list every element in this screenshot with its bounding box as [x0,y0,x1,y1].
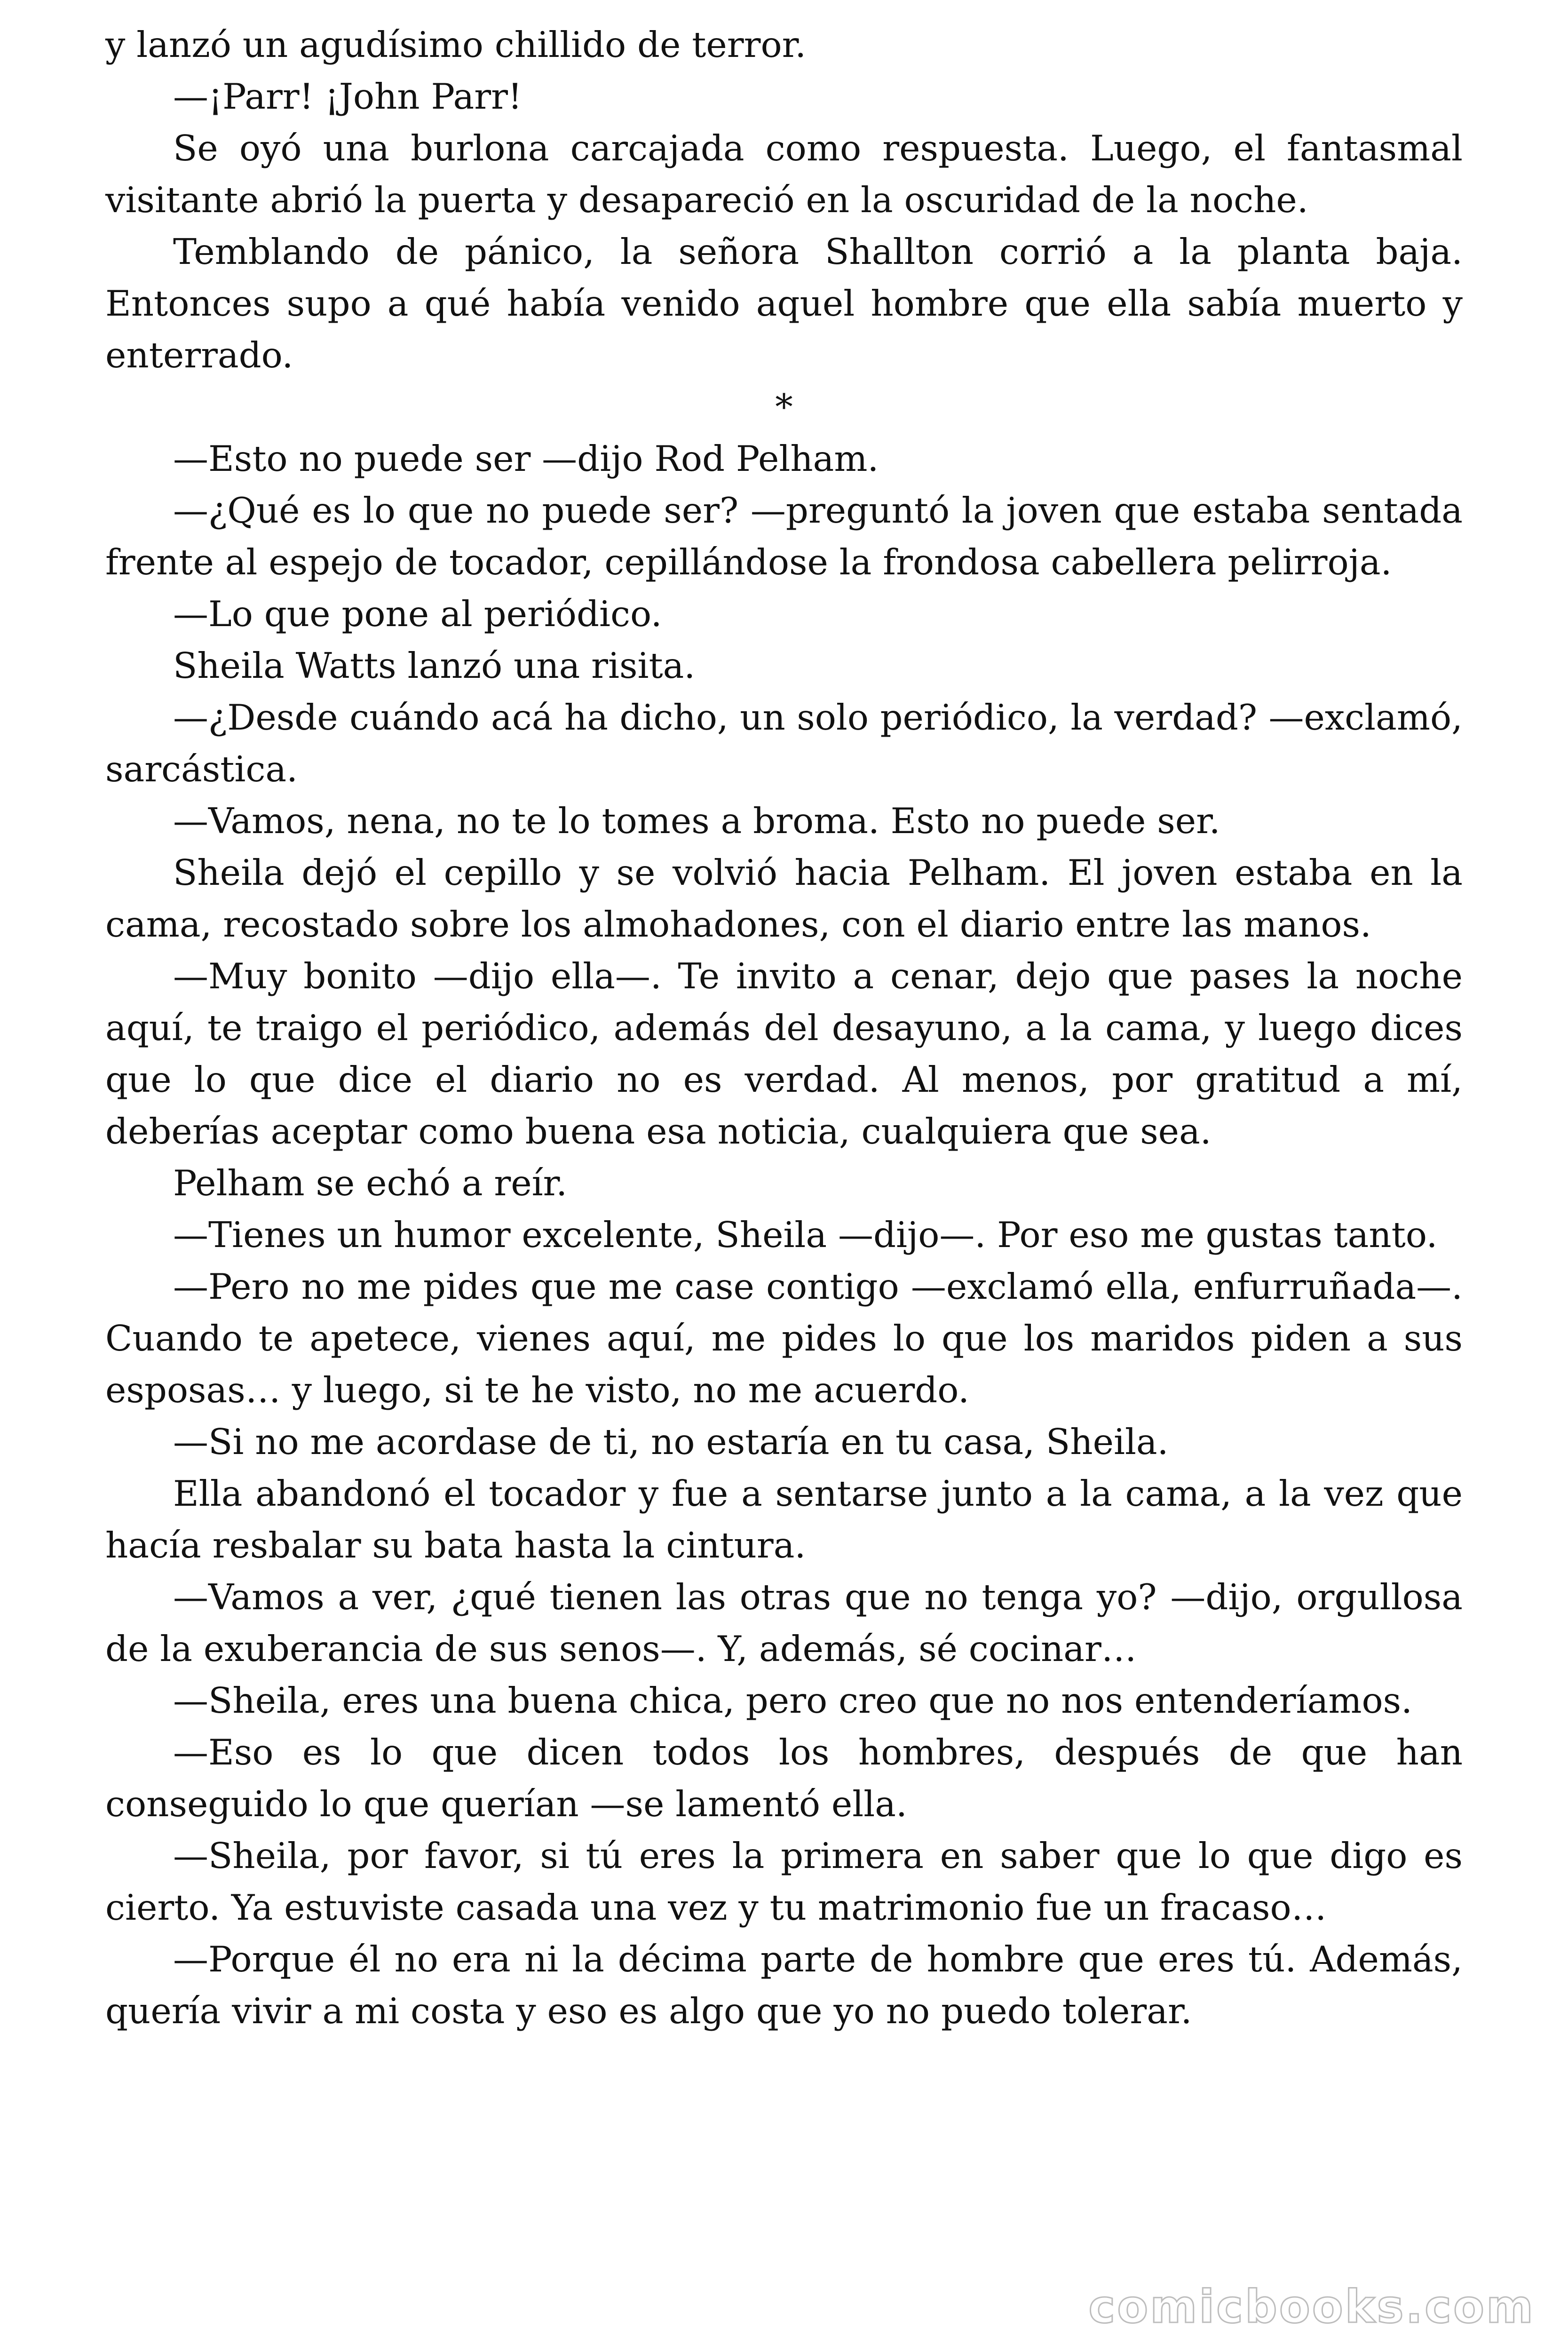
paragraph: —Muy bonito —dijo ella—. Te invito a cenar, dejo que pases la noche aquí, te traigo el periódico, además del desayuno, a la cama, y luego dices que lo que dice el diario no es verdad. Al menos, por gratitud a mí, deberías aceptar como buena esa noticia, cualquiera que sea. [105,955,1463,1152]
paragraph: Ella abandonó el tocador y fue a sentarse junto a la cama, a la vez que hacía resbalar su bata hasta la cintura. [105,1473,1463,1566]
paragraph: —Esto no puede ser —dijo Rod Pelham. [173,438,879,479]
document-body [105,19,1463,2037]
paragraph: —¡Parr! ¡John Parr! [173,76,523,117]
paragraph: —Tienes un humor excelente, Sheila —dijo—. Por eso me gustas tanto. [173,1214,1438,1255]
paragraph: Se oyó una burlona carcajada como respuesta. Luego, el fantasmal visitante abrió la puerta y desapareció en la oscuridad de la noche. [105,127,1463,221]
paragraph: —Lo que pone al periódico. [173,593,662,635]
paragraph: y lanzó un agudísimo chillido de terror. [105,24,807,65]
watermark: comicbooks.com [1088,2280,1535,2333]
paragraph: Sheila dejó el cepillo y se volvió hacia Pelham. El joven estaba en la cama, recostado sobre los almohadones, con el diario entre las manos. [105,852,1463,945]
paragraph: —Vamos a ver, ¿qué tienen las otras que no tenga yo? —dijo, orgullosa de la exuberancia de sus senos—. Y, además, sé cocinar… [105,1576,1463,1669]
paragraph: —¿Desde cuándo acá ha dicho, un solo periódico, la verdad? —exclamó, sarcástica. [105,697,1463,790]
paragraph: —Eso es lo que dicen todos los hombres, después de que han conseguido lo que querían —se lamentó ella. [105,1732,1463,1825]
paragraph: —Sheila, eres una buena chica, pero creo que no nos entenderíamos. [173,1680,1412,1721]
paragraph: —Sheila, por favor, si tú eres la primera en saber que lo que digo es cierto. Ya estuviste casada una vez y tu matrimonio fue un fracaso… [105,1835,1463,1928]
paragraph: —Si no me acordase de ti, no estaría en tu casa, Sheila. [173,1421,1169,1462]
paragraph: —Porque él no era ni la décima parte de hombre que eres tú. Además, quería vivir a mi costa y eso es algo que yo no puedo tolerar. [105,1939,1463,2032]
paragraph: —Pero no me pides que me case contigo —exclamó ella, enfurruñada—. Cuando te apetece, vienes aquí, me pides lo que los maridos piden a sus esposas… y luego, si te he visto, no me acuerdo. [105,1266,1463,1411]
paragraph: —Vamos, nena, no te lo tomes a broma. Esto no puede ser. [173,800,1220,842]
paragraph: Sheila Watts lanzó una risita. [173,645,696,686]
paragraph: Temblando de pánico, la señora Shallton corrió a la planta baja. Entonces supo a qué había venido aquel hombre que ella sabía muerto y enterrado. [105,231,1463,376]
document-page [105,19,1463,2324]
paragraph: Pelham se echó a reír. [173,1162,568,1204]
paragraph: —¿Qué es lo que no puede ser? —preguntó la joven que estaba sentada frente al espejo de tocador, cepillándose la frondosa cabellera pelirroja. [105,490,1463,583]
section-separator: * [775,386,793,428]
